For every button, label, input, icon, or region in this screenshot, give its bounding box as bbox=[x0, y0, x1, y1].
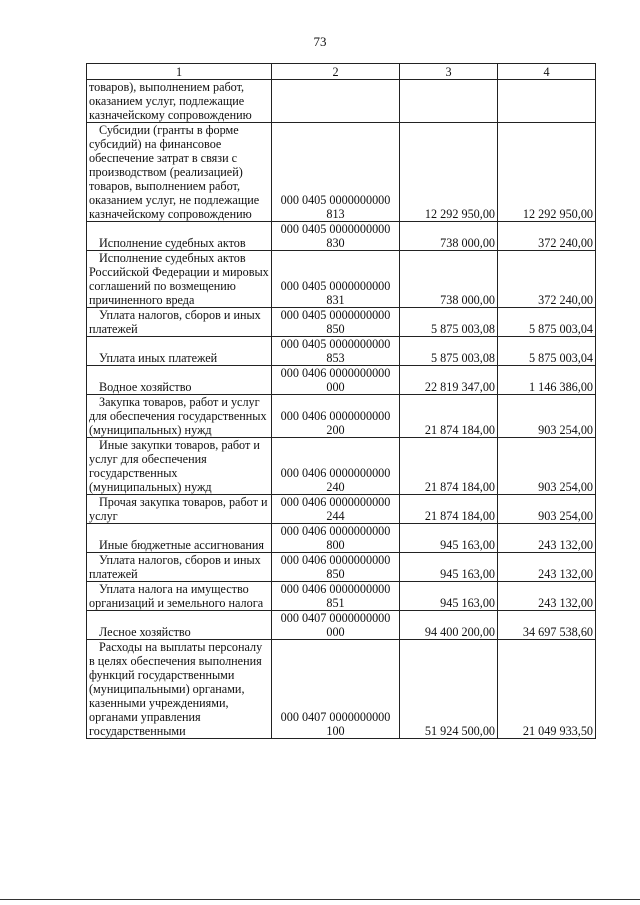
row-description bbox=[87, 553, 272, 582]
row-amount-col3: 945 163,00 bbox=[400, 553, 498, 582]
row-amount-col3: 21 874 184,00 bbox=[400, 495, 498, 524]
row-description-text: Исполнение судебных актов bbox=[99, 236, 246, 250]
row-budget-code bbox=[272, 640, 400, 739]
budget-code-type: 240 bbox=[326, 480, 345, 494]
row-budget-code bbox=[272, 251, 400, 308]
budget-code-type: 813 bbox=[326, 207, 345, 221]
budget-code-main: 000 0405 0000000000 bbox=[280, 279, 391, 293]
row-amount-col3: 5 875 003,08 bbox=[400, 308, 498, 337]
row-amount-col3: 945 163,00 bbox=[400, 582, 498, 611]
row-amount-col4: 243 132,00 bbox=[498, 524, 596, 553]
row-budget-code bbox=[272, 123, 400, 222]
budget-code-main: 000 0405 0000000000 bbox=[280, 222, 391, 236]
table-row bbox=[87, 553, 596, 582]
row-amount-col3: 5 875 003,08 bbox=[400, 337, 498, 366]
row-description bbox=[87, 438, 272, 495]
table-row bbox=[87, 582, 596, 611]
row-description-text: Иные бюджетные ассигнования bbox=[99, 538, 265, 552]
row-description-text: Расходы на выплаты персоналу в целях обеспечения выполнения функций государственными (муниципальными) органами, казенными учреждениями, органами управления государственными bbox=[89, 640, 263, 738]
table-row bbox=[87, 222, 596, 251]
table-row bbox=[87, 438, 596, 495]
row-amount-col4: 5 875 003,04 bbox=[498, 308, 596, 337]
row-description-text: Уплата налога на имущество организаций и земельного налога bbox=[89, 582, 264, 610]
budget-code-main: 000 0407 0000000000 bbox=[280, 710, 391, 724]
row-description bbox=[87, 222, 272, 251]
row-description bbox=[87, 495, 272, 524]
budget-code-main: 000 0406 0000000000 bbox=[280, 553, 391, 567]
row-description-text: Иные закупки товаров, работ и услуг для обеспечения государственных (муниципальных) нужд bbox=[89, 438, 260, 494]
row-budget-code bbox=[272, 337, 400, 366]
row-description-text: Лесное хозяйство bbox=[99, 625, 191, 639]
row-budget-code bbox=[272, 524, 400, 553]
row-amount-col3: 22 819 347,00 bbox=[400, 366, 498, 395]
row-amount-col4: 372 240,00 bbox=[498, 222, 596, 251]
row-description bbox=[87, 251, 272, 308]
row-budget-code bbox=[272, 80, 400, 123]
table-row bbox=[87, 251, 596, 308]
budget-code-type: 800 bbox=[326, 538, 345, 552]
row-amount-col4: 903 254,00 bbox=[498, 438, 596, 495]
row-budget-code bbox=[272, 222, 400, 251]
budget-code-type: 831 bbox=[326, 293, 345, 307]
row-amount-col4: 903 254,00 bbox=[498, 495, 596, 524]
column-header-2: 2 bbox=[272, 64, 400, 80]
row-amount-col3: 738 000,00 bbox=[400, 251, 498, 308]
budget-code-main: 000 0405 0000000000 bbox=[280, 193, 391, 207]
budget-code-type: 850 bbox=[326, 567, 345, 581]
row-description bbox=[87, 366, 272, 395]
row-description bbox=[87, 123, 272, 222]
row-amount-col4: 1 146 386,00 bbox=[498, 366, 596, 395]
table-row bbox=[87, 495, 596, 524]
row-amount-col3: 738 000,00 bbox=[400, 222, 498, 251]
budget-table bbox=[86, 63, 596, 739]
table-row bbox=[87, 640, 596, 739]
budget-code-main: 000 0405 0000000000 bbox=[280, 308, 391, 322]
row-budget-code bbox=[272, 495, 400, 524]
page-number: 73 bbox=[313, 34, 327, 49]
table-row bbox=[87, 366, 596, 395]
row-description bbox=[87, 582, 272, 611]
row-amount-col4: 243 132,00 bbox=[498, 553, 596, 582]
row-budget-code bbox=[272, 553, 400, 582]
row-description bbox=[87, 611, 272, 640]
budget-code-main: 000 0405 0000000000 bbox=[280, 337, 391, 351]
column-header-1: 1 bbox=[87, 64, 272, 80]
budget-code-main: 000 0406 0000000000 bbox=[280, 409, 391, 423]
budget-code-type: 244 bbox=[326, 509, 345, 523]
budget-code-type: 000 bbox=[326, 625, 345, 639]
row-budget-code bbox=[272, 308, 400, 337]
budget-code-type: 100 bbox=[326, 724, 345, 738]
row-amount-col3: 12 292 950,00 bbox=[400, 123, 498, 222]
row-budget-code bbox=[272, 582, 400, 611]
column-header-row bbox=[87, 64, 596, 80]
table-row bbox=[87, 395, 596, 438]
budget-code-type: 851 bbox=[326, 596, 345, 610]
row-amount-col4: 34 697 538,60 bbox=[498, 611, 596, 640]
row-amount-col3 bbox=[400, 80, 498, 123]
budget-code-type: 000 bbox=[326, 380, 345, 394]
row-description bbox=[87, 337, 272, 366]
row-description-text: Исполнение судебных актов Российской Федерации и мировых соглашений по возмещению причиненного вреда bbox=[89, 251, 269, 307]
budget-code-main: 000 0406 0000000000 bbox=[280, 366, 391, 380]
table-row bbox=[87, 80, 596, 123]
row-budget-code bbox=[272, 395, 400, 438]
row-description-text: Закупка товаров, работ и услуг для обеспечения государственных (муниципальных) нужд bbox=[89, 395, 267, 437]
row-amount-col4: 12 292 950,00 bbox=[498, 123, 596, 222]
row-description-text: Прочая закупка товаров, работ и услуг bbox=[89, 495, 268, 523]
row-amount-col4: 903 254,00 bbox=[498, 395, 596, 438]
row-description bbox=[87, 80, 272, 123]
row-description-text: Уплата иных платежей bbox=[99, 351, 218, 365]
row-amount-col3: 945 163,00 bbox=[400, 524, 498, 553]
row-amount-col3: 51 924 500,00 bbox=[400, 640, 498, 739]
row-amount-col4 bbox=[498, 80, 596, 123]
table-row bbox=[87, 123, 596, 222]
column-header-3: 3 bbox=[400, 64, 498, 80]
row-description-text: Уплата налогов, сборов и иных платежей bbox=[89, 553, 261, 581]
column-header-4: 4 bbox=[498, 64, 596, 80]
budget-code-main: 000 0406 0000000000 bbox=[280, 466, 391, 480]
budget-code-main: 000 0407 0000000000 bbox=[280, 611, 391, 625]
row-description-text: товаров), выполнением работ, оказанием услуг, подлежащие казначейскому сопровождению bbox=[89, 80, 252, 122]
budget-code-main: 000 0406 0000000000 bbox=[280, 582, 391, 596]
budget-code-main: 000 0406 0000000000 bbox=[280, 524, 391, 538]
row-budget-code bbox=[272, 438, 400, 495]
row-amount-col4: 5 875 003,04 bbox=[498, 337, 596, 366]
row-description bbox=[87, 308, 272, 337]
bottom-rule bbox=[0, 899, 640, 900]
row-amount-col4: 372 240,00 bbox=[498, 251, 596, 308]
row-description-text: Уплата налогов, сборов и иных платежей bbox=[89, 308, 261, 336]
row-amount-col4: 21 049 933,50 bbox=[498, 640, 596, 739]
row-description-text: Субсидии (гранты в форме субсидий) на финансовое обеспечение затрат в связи с производством (реализацией) товаров, выполнением работ, оказанием услуг, не подлежащие казначейскому сопровождению bbox=[89, 123, 260, 221]
row-description bbox=[87, 524, 272, 553]
row-amount-col3: 21 874 184,00 bbox=[400, 438, 498, 495]
row-amount-col3: 94 400 200,00 bbox=[400, 611, 498, 640]
budget-code-type: 830 bbox=[326, 236, 345, 250]
budget-code-type: 850 bbox=[326, 322, 345, 336]
row-amount-col4: 243 132,00 bbox=[498, 582, 596, 611]
row-description bbox=[87, 395, 272, 438]
table-row bbox=[87, 611, 596, 640]
table-row bbox=[87, 308, 596, 337]
row-amount-col3: 21 874 184,00 bbox=[400, 395, 498, 438]
row-description bbox=[87, 640, 272, 739]
row-description-text: Водное хозяйство bbox=[99, 380, 192, 394]
row-budget-code bbox=[272, 366, 400, 395]
budget-code-main: 000 0406 0000000000 bbox=[280, 495, 391, 509]
budget-code-type: 200 bbox=[326, 423, 345, 437]
row-budget-code bbox=[272, 611, 400, 640]
budget-code-type: 853 bbox=[326, 351, 345, 365]
table-row bbox=[87, 524, 596, 553]
table-row bbox=[87, 337, 596, 366]
